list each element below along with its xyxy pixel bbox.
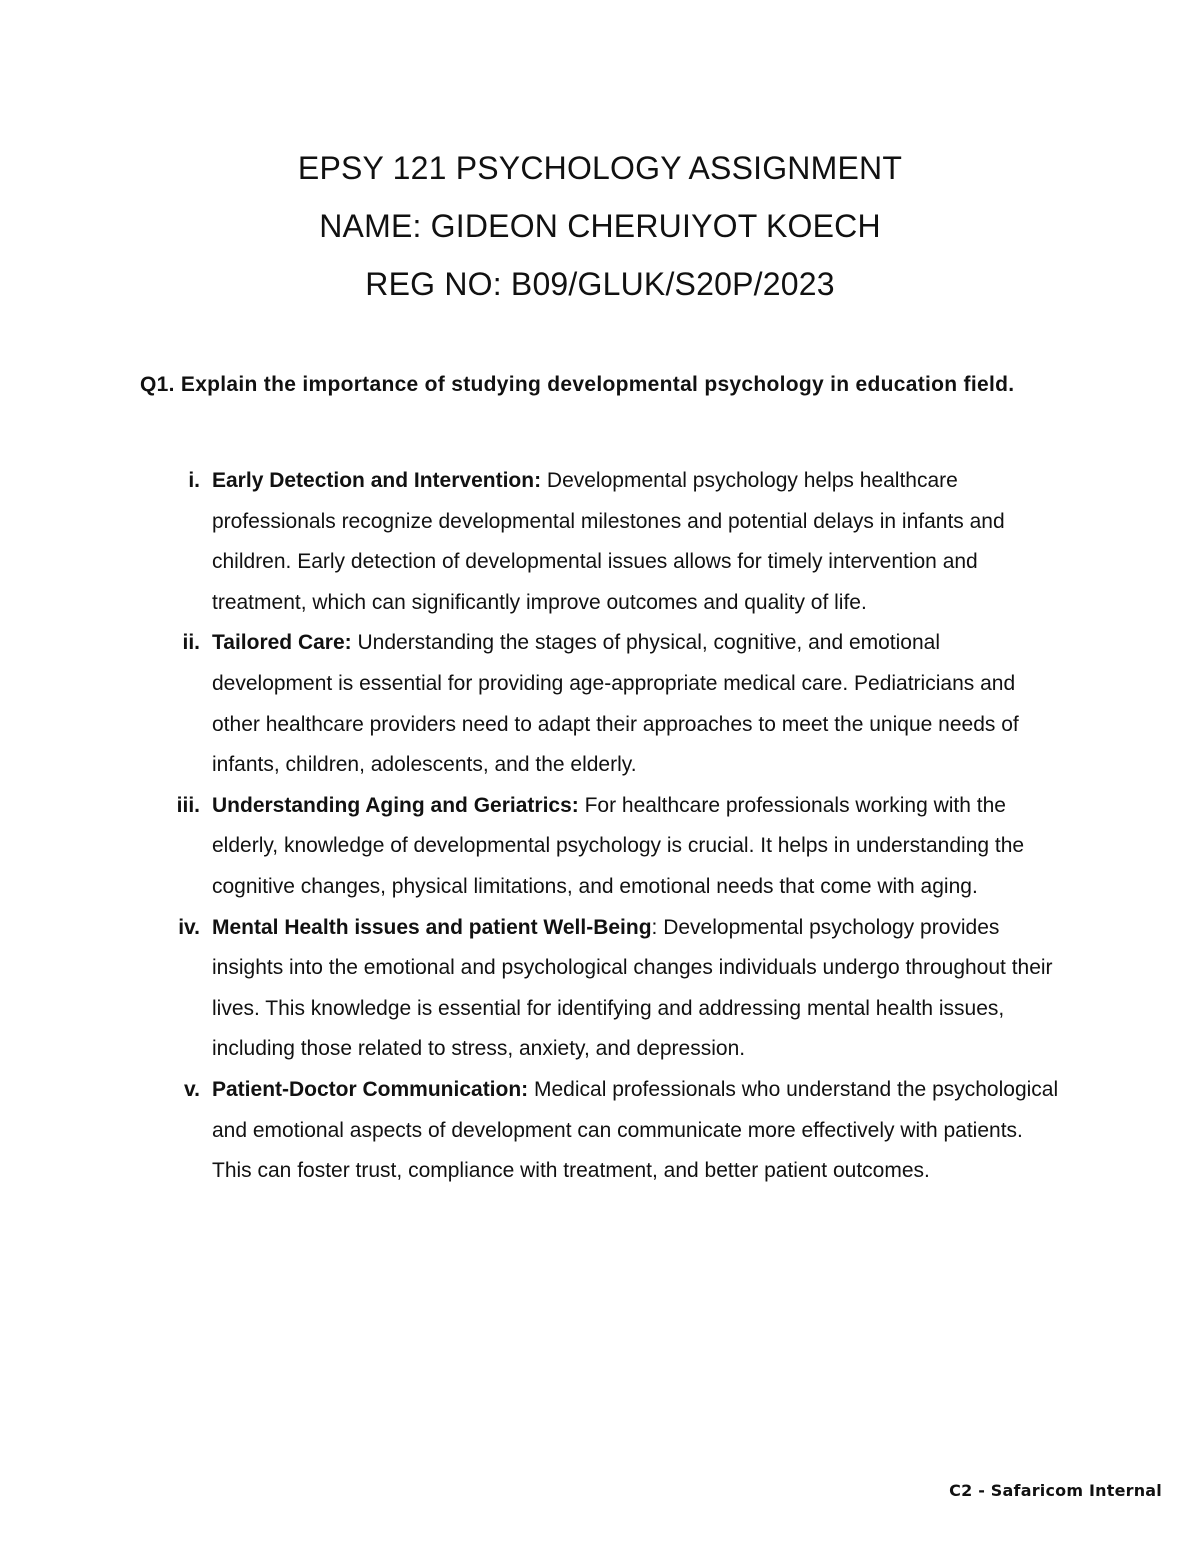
student-name: NAME: GIDEON CHERUIYOT KOECH: [319, 208, 881, 244]
answer-heading: Tailored Care:: [212, 631, 352, 655]
classification-label: C2 - Safaricom Internal: [949, 1481, 1162, 1500]
answer-body: Understanding the stages of physical, cognitive, and emotional development is essential for providing age-appropriate medical care. Pediatricians and other healthcare providers need to adapt their approaches to meet the unique needs of infants, children, adolescents, and the elderly.: [212, 631, 1019, 777]
answer-body: For healthcare professionals working with the elderly, knowledge of developmental psychology is crucial. It helps in understanding the cognitive changes, physical limitations, and emotional needs that come with aging.: [212, 793, 1025, 898]
answer-list: [0, 461, 1200, 1192]
answer-heading: Patient-Doctor Communication:: [212, 1077, 529, 1101]
answer-number: ii.: [182, 631, 200, 655]
answer-item-4: [0, 908, 1062, 1070]
answer-number: i.: [188, 469, 200, 492]
question-text: Q1. Explain the importance of studying developmental psychology in education field.: [140, 373, 1015, 396]
answer-heading: Mental Health issues and patient Well-Being: [212, 915, 652, 939]
answer-item-3: [0, 786, 1062, 908]
answer-heading: Understanding Aging and Geriatrics:: [212, 793, 579, 817]
answer-number: iv.: [178, 915, 200, 939]
title-block: [0, 139, 1200, 313]
answer-item-1: [0, 461, 1062, 623]
answer-body: Medical professionals who understand the psychological and emotional aspects of development can communicate more effectively with patients. This can foster trust, compliance with treatment, and better patient outcomes.: [212, 1077, 1059, 1183]
registration-number: REG NO: B09/GLUK/S20P/2023: [365, 266, 835, 302]
answer-number: v.: [184, 1077, 200, 1101]
answer-body: Developmental psychology helps healthcare professionals recognize developmental milestones and potential delays in infants and children. Early detection of developmental issues allows for timely intervention and treatment, which can significantly improve outcomes and quality of life.: [212, 469, 1005, 614]
answer-item-2: [0, 623, 1062, 785]
answer-number: iii.: [176, 793, 200, 817]
answer-heading: Early Detection and Intervention:: [212, 469, 542, 492]
answer-item-5: [0, 1070, 1062, 1192]
document-title: EPSY 121 PSYCHOLOGY ASSIGNMENT: [297, 150, 903, 186]
answer-body: : Developmental psychology provides insights into the emotional and psychological changes individuals undergo throughout their lives. This knowledge is essential for identifying and addressing mental health issues, including those related to stress, anxiety, and depression.: [212, 915, 1053, 1061]
